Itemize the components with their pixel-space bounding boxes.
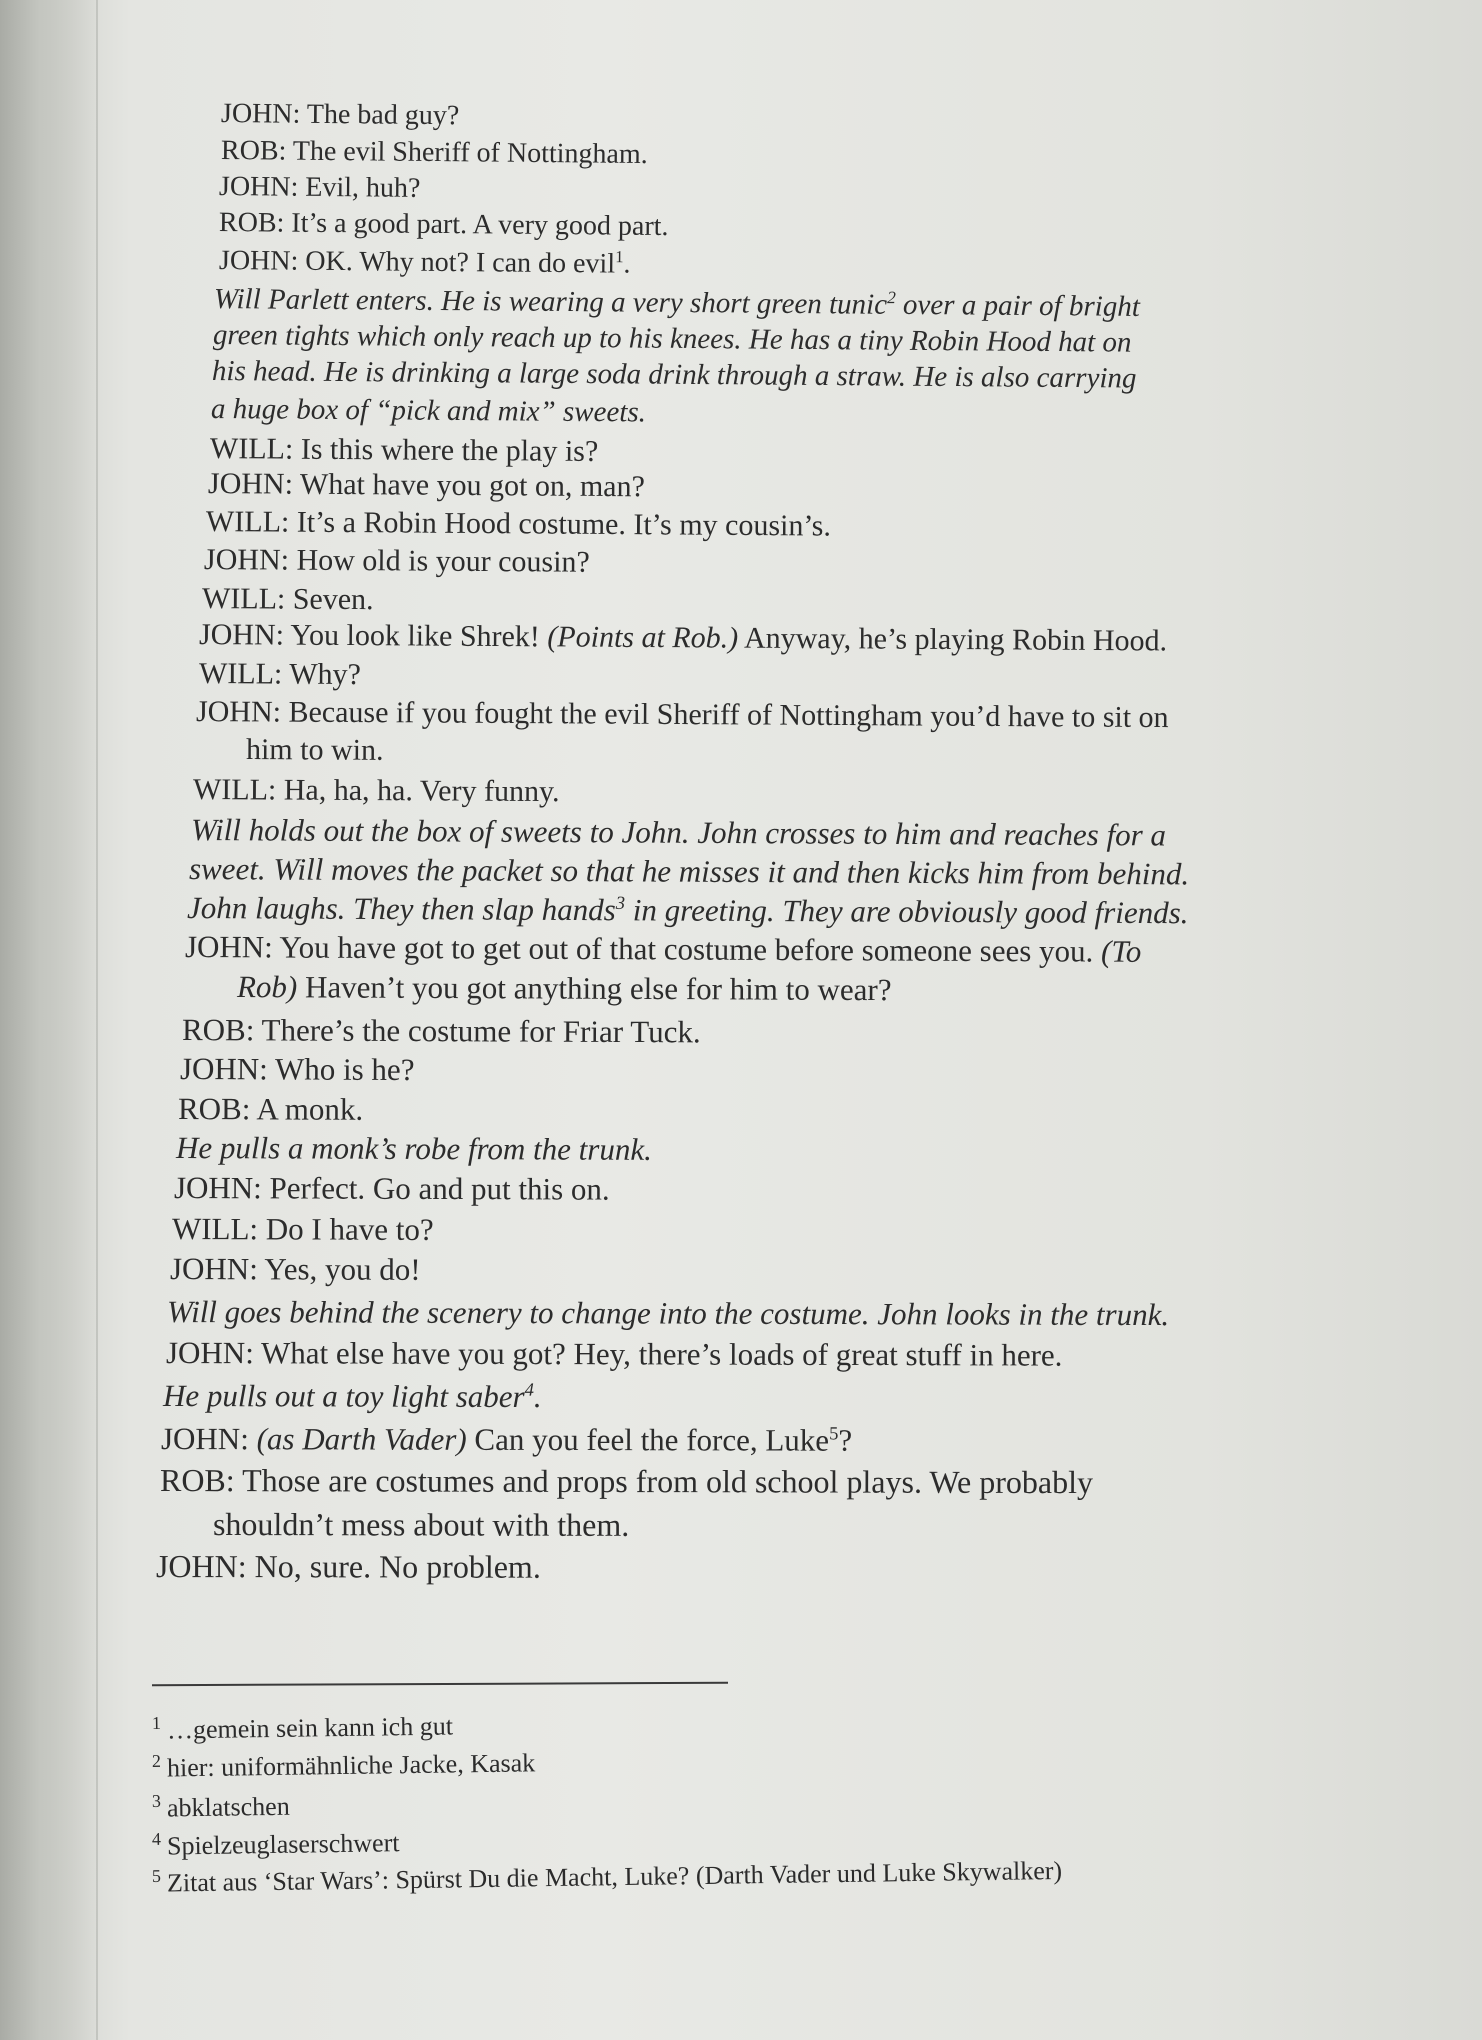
footnote-number: 3: [151, 1790, 162, 1811]
speaker-name: ROB:: [218, 207, 285, 239]
dialogue-line: [159, 1462, 1094, 1501]
footnote: [152, 1826, 400, 1862]
footnote-number: 1: [151, 1712, 162, 1733]
dialogue-text: Seven.: [292, 582, 374, 617]
dialogue-text: Is this where the play is?: [300, 432, 599, 468]
dialogue-text: Because if you fought the evil Sheriff of Nottingham you’d have to sit on: [288, 695, 1169, 735]
dialogue-line: [178, 1093, 363, 1125]
dialogue-continuation: [213, 1508, 629, 1541]
dialogue-text: Do I have to?: [265, 1211, 434, 1247]
footnote-text: abklatschen: [166, 1791, 290, 1823]
dialogue-line: [170, 1253, 421, 1285]
speaker-name: JOHN:: [218, 245, 299, 277]
dialogue-line: [199, 659, 361, 690]
dialogue-text: him to win.: [245, 733, 384, 767]
dialogue-line: [181, 1012, 701, 1050]
dialogue-continuation: [236, 969, 892, 1008]
dialogue-text: The bad guy?: [306, 98, 460, 132]
aside-direction: Rob): [236, 969, 298, 1005]
dialogue-line: [172, 1213, 434, 1245]
dialogue-line: [221, 137, 648, 169]
footnote-marker: 3: [615, 892, 626, 914]
footnote-number: 4: [151, 1828, 162, 1849]
dialogue-line: [202, 584, 374, 615]
stage-direction: [211, 395, 646, 427]
speaker-name: WILL:: [209, 432, 294, 466]
footnote: [152, 1709, 453, 1746]
dialogue-line: [199, 620, 1167, 656]
speaker-name: JOHN:: [155, 1548, 247, 1585]
footnote-marker: 4: [524, 1379, 534, 1401]
footnote: [152, 1853, 1063, 1898]
stage-direction: [162, 1378, 542, 1415]
dialogue-line: [174, 1172, 610, 1205]
dialogue-text: What else have you got? Hey, there’s loads of great stuff in here.: [260, 1335, 1063, 1373]
stage-direction: [190, 812, 1167, 853]
dialogue-text: Perfect. Go and put this on.: [269, 1170, 610, 1207]
dialogue-line: [210, 434, 598, 467]
dialogue-text: There’s the costume for Friar Tuck.: [261, 1012, 701, 1050]
stage-direction-text: sweet. Will moves the packet so that he misses it and then kicks him from behind.: [188, 851, 1190, 892]
dialogue-line: [185, 931, 1141, 967]
page-gutter-shadow: [0, 0, 100, 2040]
speaker-name: ROB:: [181, 1012, 255, 1048]
speaker-name: JOHN:: [207, 467, 294, 501]
stage-direction-text: Will Parlett enters. He is wearing a very short green tunic: [213, 283, 888, 321]
speaker-name: JOHN:: [169, 1251, 258, 1287]
dialogue-line: [204, 545, 590, 578]
dialogue-continuation: [246, 735, 384, 766]
dialogue-text: Those are costumes and props from old school plays. We probably: [242, 1462, 1094, 1501]
stage-direction-text-cont: in greeting. They are obviously good friends.: [625, 892, 1189, 931]
dialogue-text: How old is your cousin?: [296, 543, 590, 579]
dialogue-text: You have got to get out of that costume before someone sees you.: [279, 929, 1094, 969]
dialogue-text-cont: .: [623, 248, 631, 280]
dialogue-text: Yes, you do!: [264, 1251, 421, 1287]
speaker-name: JOHN:: [160, 1421, 249, 1457]
footnote: [152, 1746, 536, 1784]
stage-direction: [166, 1294, 1170, 1333]
dialogue-text: No, sure. No problem.: [254, 1548, 541, 1585]
stage-direction-text: Will holds out the box of sweets to John. John crosses to him and reaches for a: [190, 812, 1167, 853]
dialogue-text: You look like Shrek!: [290, 618, 540, 654]
footnote-text: Spielzeuglaserschwert: [166, 1828, 400, 1861]
speaker-name: WILL:: [171, 1211, 259, 1247]
dialogue-line: [193, 775, 560, 807]
dialogue-text: Can you feel the force, Luke: [474, 1421, 830, 1458]
dialogue-text: Haven’t you got anything else for him to wear?: [304, 969, 892, 1008]
dialogue-text: Evil, huh?: [305, 171, 421, 204]
footnote-number: 2: [151, 1750, 162, 1771]
speaker-name: JOHN:: [173, 1170, 262, 1206]
dialogue-text: Who is he?: [274, 1051, 415, 1088]
dialogue-line: [208, 469, 645, 502]
dialogue-text: Anyway, he’s playing Robin Hood.: [743, 621, 1168, 658]
aside-direction: (Points at Rob.): [547, 620, 739, 655]
stage-direction-text: his head. He is drinking a large soda drink through a straw. He is also carrying: [211, 355, 1137, 395]
stage-direction-text: a huge box of “pick and mix” sweets.: [210, 393, 647, 429]
speaker-name: JOHN:: [179, 1051, 268, 1087]
dialogue-line: [196, 697, 1169, 733]
page-fold: [96, 0, 98, 2040]
stage-direction-text: Will goes behind the scenery to change into the costume. John looks in the trunk.: [166, 1294, 1170, 1333]
speaker-name: JOHN:: [198, 618, 285, 652]
speaker-name: WILL:: [192, 773, 277, 807]
footnote-number: 5: [151, 1865, 162, 1886]
stage-direction-text: He pulls a monk’s robe from the trunk.: [175, 1130, 652, 1167]
dialogue-line: [179, 1051, 415, 1088]
footnote-marker: 1: [615, 247, 624, 267]
dialogue-line: [221, 100, 459, 130]
speaker-name: ROB:: [220, 135, 287, 167]
footnote-text: hier: uniformähnliche Jacke, Kasak: [166, 1748, 536, 1783]
stage-direction: [214, 285, 1140, 322]
stage-direction-text: John laughs. They then slap hands: [186, 890, 616, 928]
speaker-name: JOHN:: [184, 929, 273, 965]
speaker-name: WILL:: [201, 582, 286, 616]
footnote-marker: 2: [887, 287, 896, 308]
speaker-name: ROB:: [159, 1462, 235, 1499]
speaker-name: WILL:: [198, 657, 283, 691]
footnote: [152, 1789, 290, 1824]
dialogue-text: What have you got on, man?: [299, 467, 646, 504]
speaker-name: JOHN:: [203, 543, 290, 577]
speaker-name: JOHN:: [218, 171, 299, 203]
stage-direction-text-cont: .: [533, 1378, 542, 1415]
stage-direction: [188, 851, 1190, 892]
stage-direction-text: He pulls out a toy light saber: [162, 1378, 525, 1414]
dialogue-line: [156, 1550, 541, 1583]
aside-direction: (To: [1100, 933, 1142, 969]
dialogue-text: It’s a Robin Hood costume. It’s my cousin’s.: [296, 505, 832, 543]
footnote-text: …gemein sein kann ich gut: [166, 1711, 454, 1745]
speaker-name: WILL:: [205, 505, 290, 539]
dialogue-text: A monk.: [256, 1091, 364, 1127]
dialogue-line: [219, 247, 631, 279]
dialogue-line: [161, 1423, 852, 1456]
dialogue-line: [206, 507, 831, 542]
footnote-marker: 5: [829, 1423, 839, 1445]
dialogue-text: It’s a good part. A very good part.: [291, 207, 669, 243]
stage-direction: [176, 1132, 652, 1165]
aside-direction: (as Darth Vader): [256, 1421, 467, 1457]
dialogue-text: The evil Sheriff of Nottingham.: [292, 135, 648, 171]
speaker-name: JOHN:: [165, 1335, 254, 1371]
dialogue-text: Ha, ha, ha. Very funny.: [283, 773, 560, 809]
speaker-name: JOHN:: [220, 98, 301, 130]
footnote-text: Zitat aus ‘Star Wars’: Spürst Du die Macht, Luke? (Darth Vader und Luke Skywalker): [166, 1855, 1063, 1898]
speaker-name: JOHN:: [195, 695, 282, 729]
dialogue-text: Why?: [289, 657, 362, 692]
stage-direction-text-cont: over a pair of bright: [895, 288, 1140, 323]
stage-direction: [186, 890, 1189, 931]
dialogue-text: shouldn’t mess about with them.: [212, 1506, 630, 1543]
dialogue-text: OK. Why not? I can do evil: [305, 245, 616, 280]
dialogue-text-cont: ?: [838, 1422, 853, 1458]
dialogue-line: [219, 209, 669, 241]
dialogue-line: [166, 1337, 1063, 1371]
stage-direction: [213, 321, 1132, 358]
stage-direction-text: green tights which only reach up to his knees. He has a tiny Robin Hood hat on: [212, 319, 1132, 359]
dialogue-line: [219, 173, 421, 203]
speaker-name: ROB:: [177, 1091, 251, 1127]
stage-direction: [212, 357, 1137, 394]
footnote-divider: [152, 1682, 728, 1687]
